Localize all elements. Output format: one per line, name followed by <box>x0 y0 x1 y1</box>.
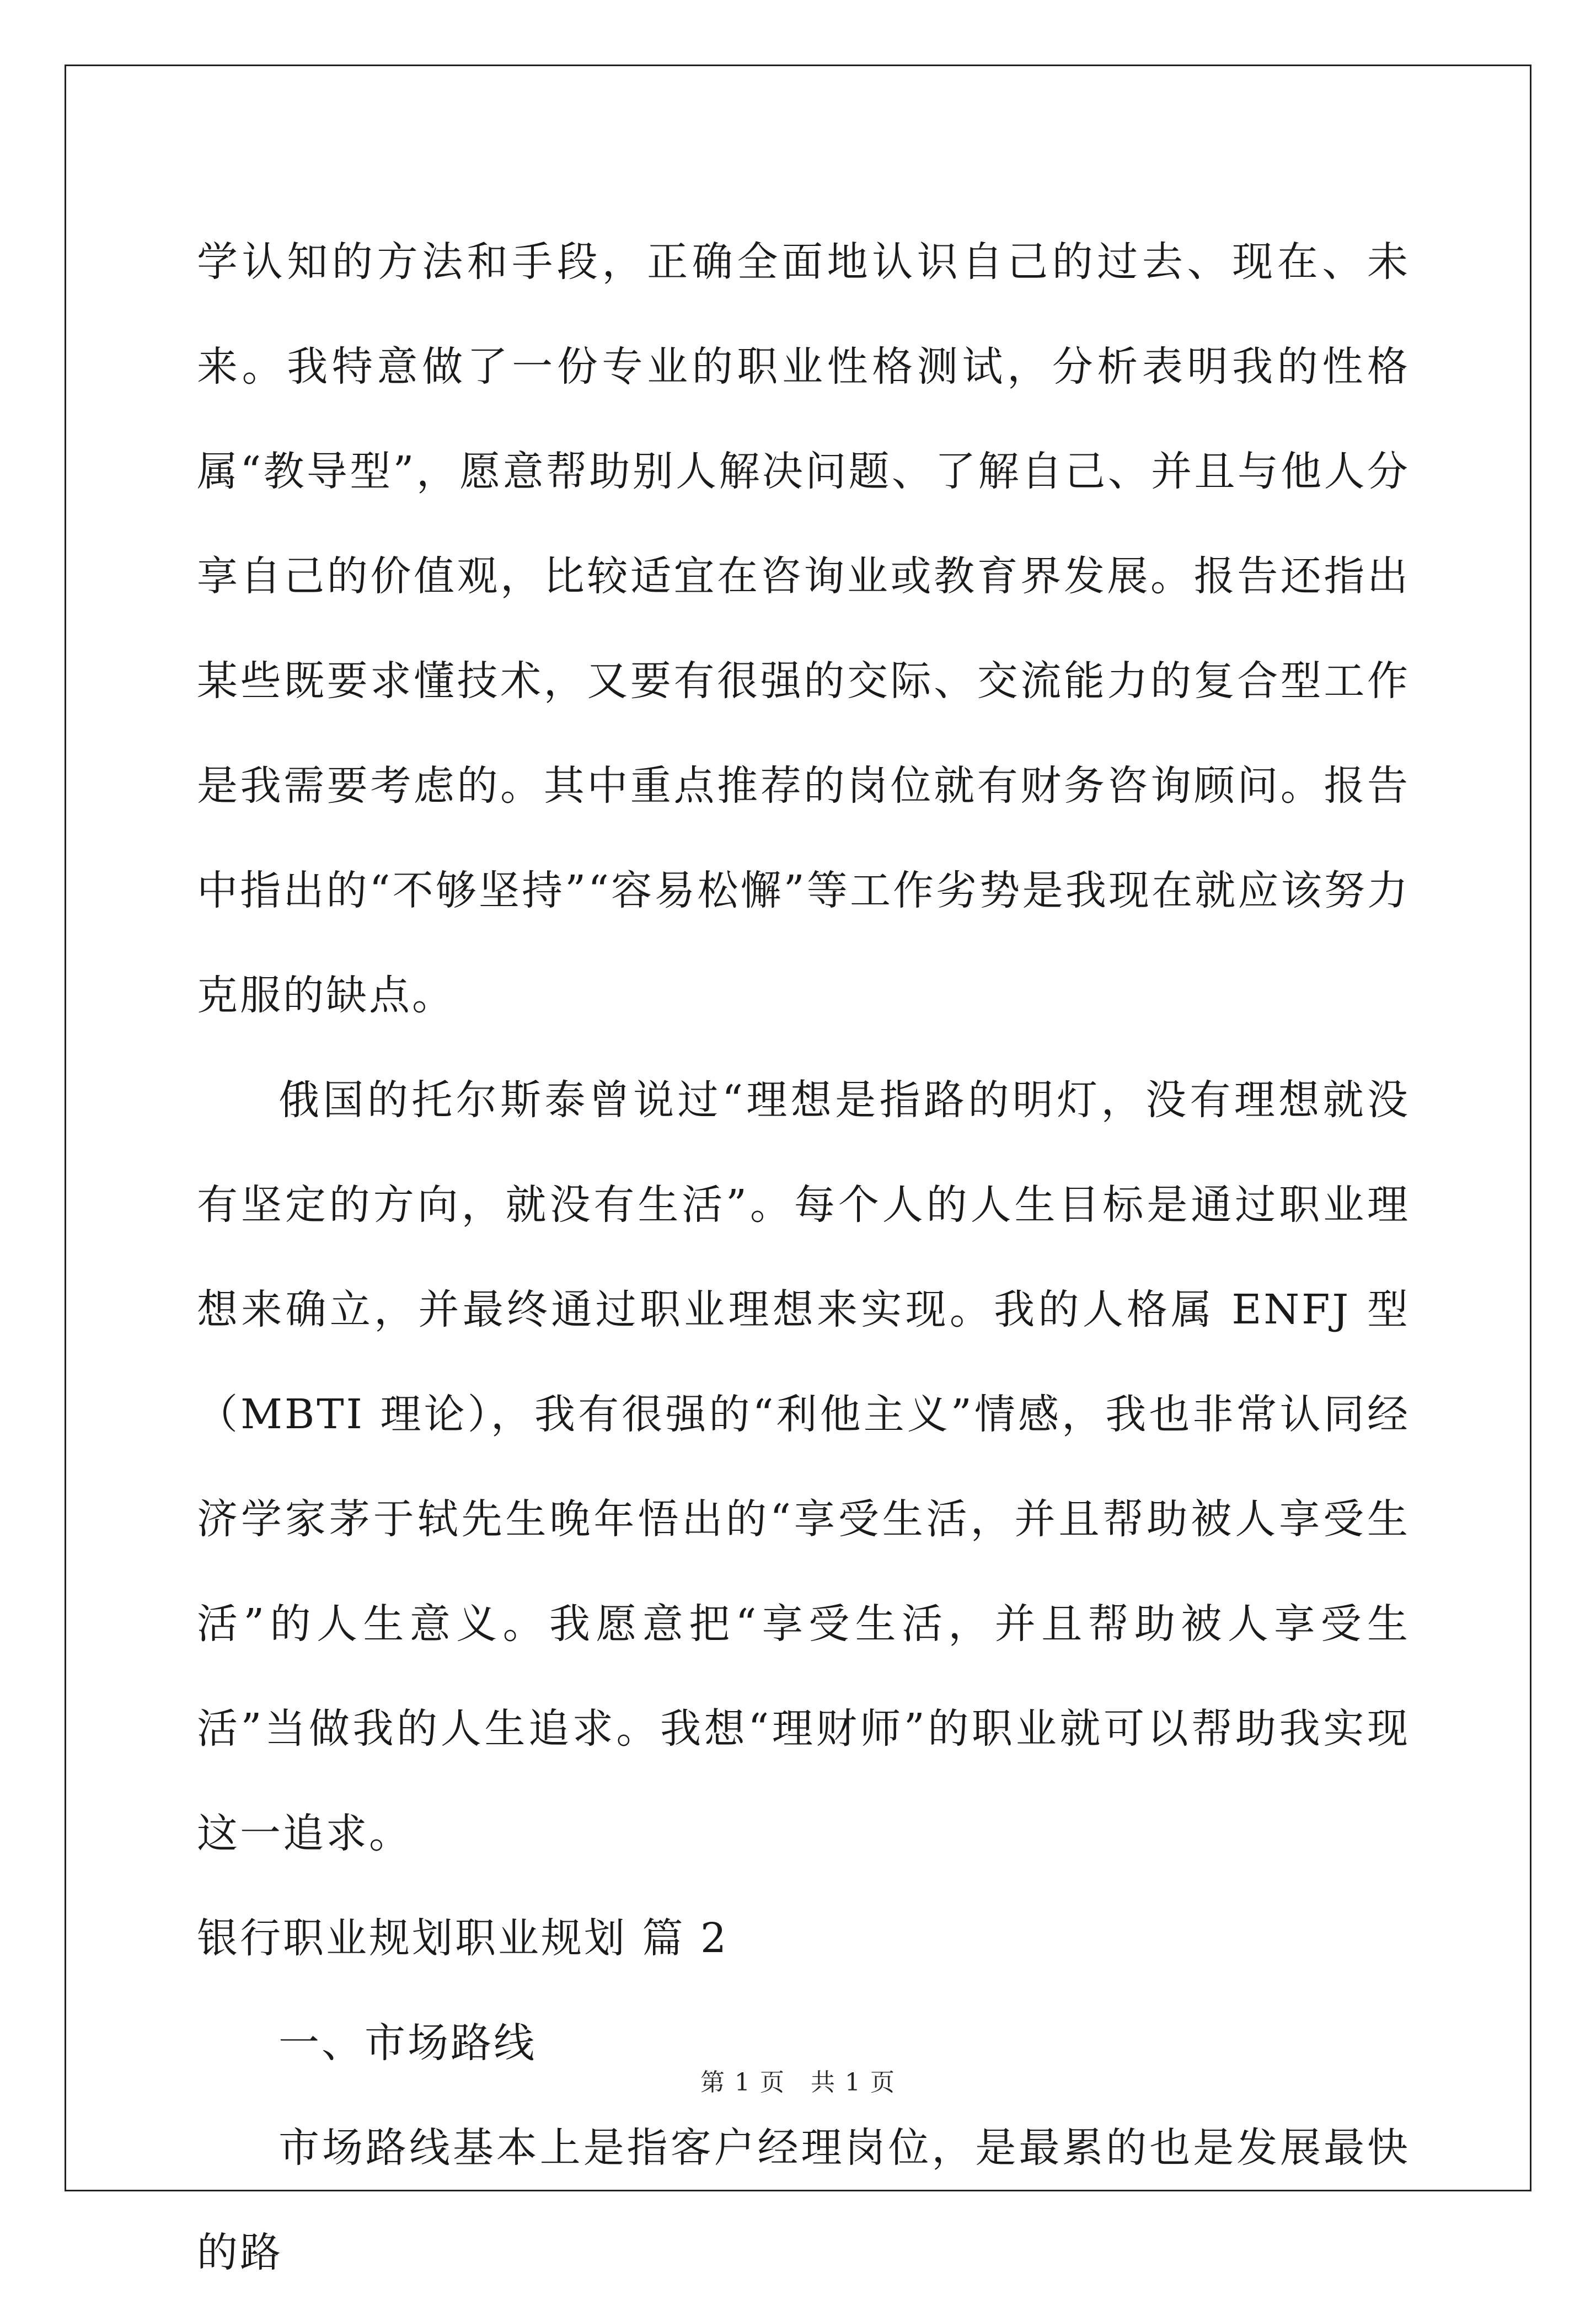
paragraph-market-route: 市场路线基本上是指客户经理岗位，是最累的也是发展最快的路 <box>197 2124 1410 2276</box>
paragraph-self-assessment: 学认知的方法和手段，正确全面地认识自己的过去、现在、未来。我特意做了一份专业的职业性格测试，分析表明我的性格属“教导型”，愿意帮助别人解决问题、了解自己、并且与他人分享自己的价值观，比较适宜在咨询业或教育界发展。报告还指出某些既要求懂技术，又要有很强的交际、交流能力的复合型工作是我需要考虑的。其中重点推荐的岗位就有财务咨询顾问。报告中指出的“不够坚持”“容易松懈”等工作劣势是我现在就应该努力克服的缺点。 <box>197 238 1410 1019</box>
page-footer: 第 1 页 共 1 页 <box>700 2068 896 2097</box>
paragraph-career-ideal: 俄国的托尔斯泰曾说过“理想是指路的明灯，没有理想就没有坚定的方向，就没有生活”。每个人的人生目标是通过职业理想来确立，并最终通过职业理想来实现。我的人格属 ENFJ 型（MBTI 理论），我有很强的“利他主义”情感，我也非常认同经济学家茅于轼先生晚年悟出的“享受生活，并且帮助被人享受生活”的人生意义。我愿意把“享受生活，并且帮助被人享受生活”当做我的人生追求。我想“理财师”的职业就可以帮助我实现这一追求。 <box>197 1076 1410 1857</box>
subheading-market-route: 一、市场路线 <box>279 2019 537 2067</box>
document-body <box>197 210 1410 2305</box>
section-title: 银行职业规划职业规划 篇 2 <box>197 1915 729 1962</box>
